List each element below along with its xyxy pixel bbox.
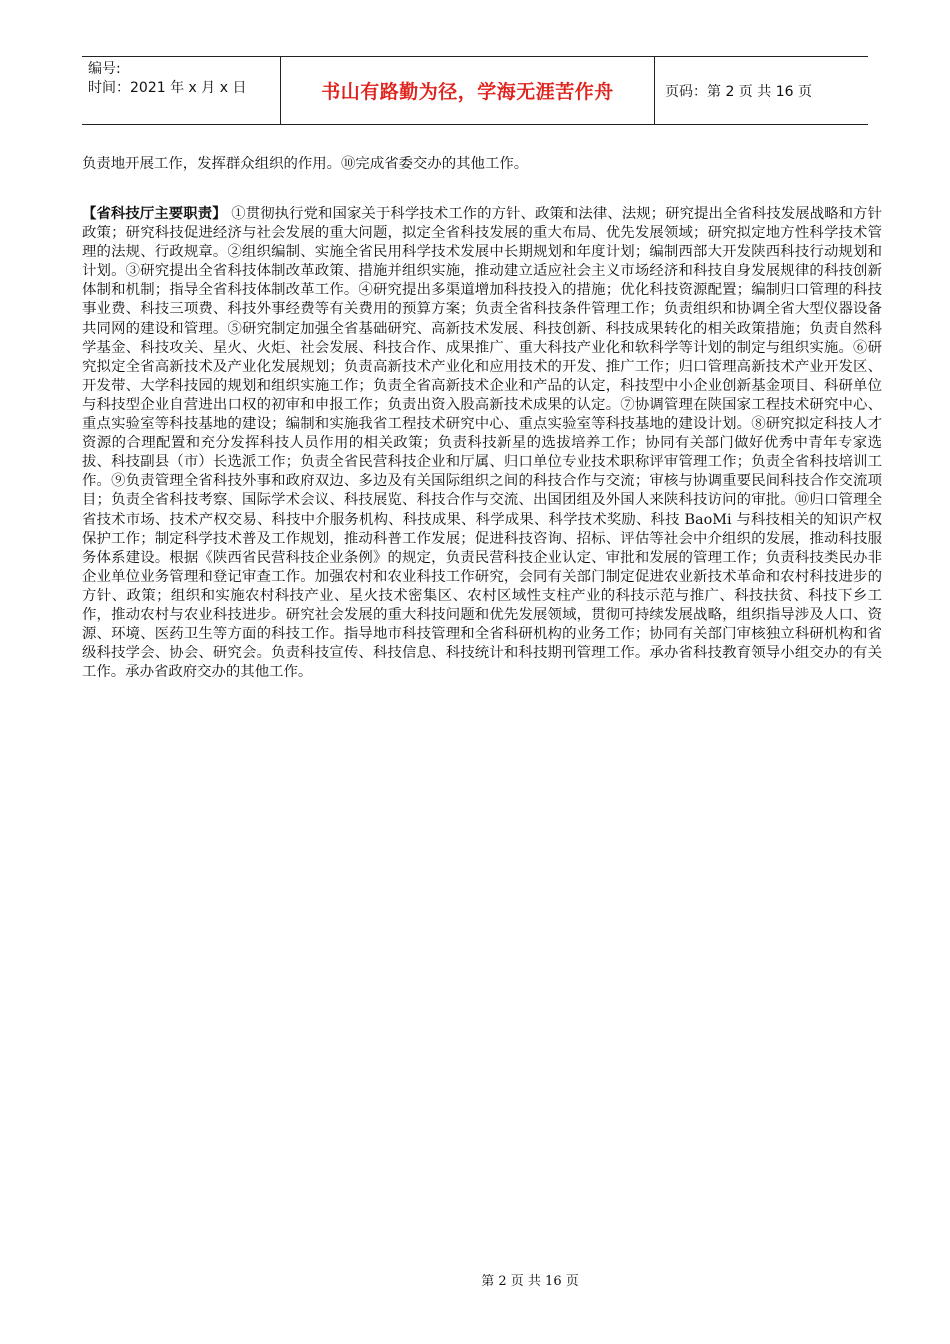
page-header (82, 56, 868, 125)
header-page-info: 页码：第 2 页 共 16 页 (665, 83, 812, 100)
document-number-label: 编号: (88, 61, 121, 77)
section-heading: 【省科技厅主要职责】 (82, 206, 227, 222)
section-text: ①贯彻执行党和国家关于科学技术工作的方针、政策和法律、法规；研究提出全省科技发展战略和方针政策；研究科技促进经济与社会发展的重大问题，拟定全省科技发展的重大布局、优先发展领域；研究拟定地方性科学技术管理的法规、行政规章。②组织编制、实施全省民用科学技术发展中长期规划和年度计划；编制西部大开发陕西科技行动规划和计划。③研究提出全省科技体制改革政策、措施并组织实施，推动建立适应社会主义市场经济和科技自身发展规律的科技创新体制和机制；指导全省科技体制改革工作。④研究提出多渠道增加科技投入的措施；优化科技资源配置；编制归口管理的科技事业费、科技三项费、科技外事经费等有关费用的预算方案；负责全省科技条件管理工作；负责组织和协调全省大型仪器设备共同网的建设和管理。⑤研究制定加强全省基础研究、高新技术发展、科技创新、科技成果转化的相关政策措施；负责自然科学基金、科技攻关、星火、火炬、社会发展、科技合作、成果推广、重大科技产业化和软科学等计划的制定与组织实施。⑥研究拟定全省高新技术及产业化发展规划；负责高新技术产业化和应用技术的开发、推广工作；归口管理高新技术产业开发区、开发带、大学科技园的规划和组织实施工作；负责全省高新技术企业和产品的认定，科技型中小企业创新基金项目、科研单位与科技型企业自营进出口权的初审和申报工作；负责出资入股高新技术成果的认定。⑦协调管理在陕国家工程技术研究中心、重点实验室等科技基地的建设；编制和实施我省工程技术研究中心、重点实验室等科技基地的建设计划。⑧研究拟定科技人才资源的合理配置和充分发挥科技人员作用的相关政策；负责科技新星的选拔培养工作；协同有关部门做好优秀中青年专家选拔、科技副县（市）长选派工作；负责全省民营科技企业和厅属、归口单位专业技术职称评审管理工作；负责全省科技培训工作。⑨负责管理全省科技外事和政府双边、多边及有关国际组织之间的科技合作与交流；审核与协调重要民间科技合作交流项目；负责全省科技考察、国际学术会议、科技展览、科技合作与交流、出国团组及外国人来陕科技访问的审批。⑩归口管理全省技术市场、技术产权交易、科技中介服务机构、科技成果、科学成果、科学技术奖励、科技 BaoMi 与科技相关的知识产权保护工作；制定科学技术普及工作规划，推动科普工作发展；促进科技咨询、招标、评估等社会中介组织的发展，推动科技服务体系建设。根据《陕西省民营科技企业条例》的规定，负责民营科技企业认定、审批和发展的管理工作；负责科技类民办非企业单位业务管理和登记审查工作。加强农村和农业科技工作研究，会同有关部门制定促进农业新技术革命和农村科技进步的方针、政策；组织和实施农村科技产业、星火技术密集区、农村区域性支柱产业的科技示范与推广、科技扶贫、科技下乡工作，推动农村与农业科技进步。研究社会发展的重大科技问题和优先发展领域，贯彻可持续发展战略，组织指导涉及人口、资源、环境、医药卫生等方面的科技工作。指导地市科技管理和全省科研机构的业务工作；协同有关部门审核独立科研机构和省级科技学会、协会、研究会。负责科技宣传、科技信息、科技统计和科技期刊管理工作。承办省科技教育领导小组交办的有关工作。承办省政府交办的其他工作。 (82, 206, 882, 681)
page-footer: 第 2 页 共 16 页 (481, 1274, 579, 1289)
header-motto: 书山有路勤为径，学海无涯苦作舟 (281, 57, 655, 124)
body-paragraph-duties (82, 205, 882, 682)
body-paragraph-continuation: 负责地开展工作，发挥群众组织的作用。⑩完成省委交办的其他工作。 (82, 156, 529, 172)
document-date: 时间：2021 年 x 月 x 日 (88, 80, 247, 96)
header-meta (82, 57, 281, 124)
